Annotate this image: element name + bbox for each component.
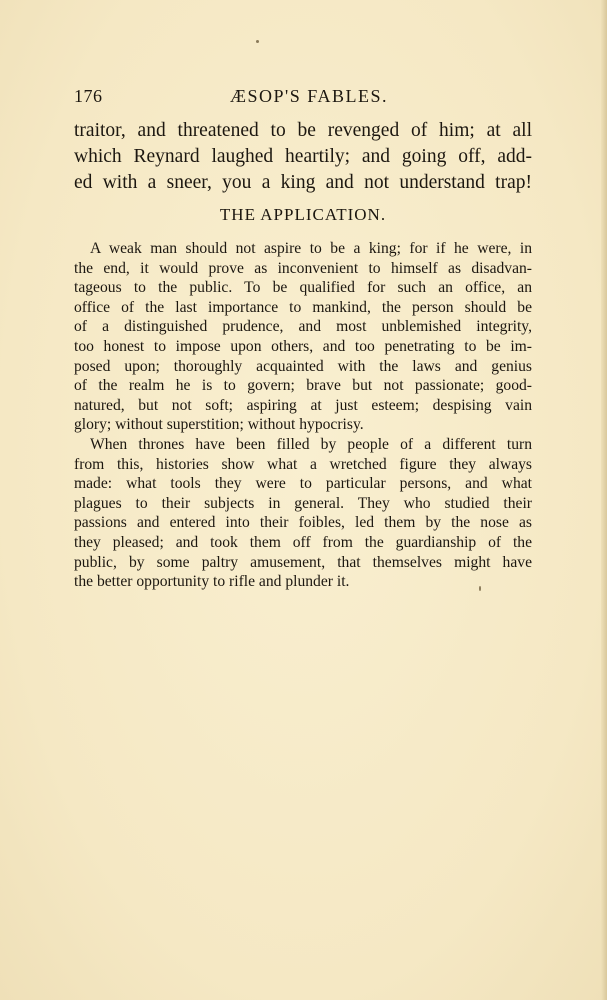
paper-speck <box>256 40 259 43</box>
page-edge <box>601 0 607 1000</box>
text-line: natured, but not soft; aspiring at just esteem; despising vain <box>74 396 532 414</box>
continued-fable-text <box>74 118 532 196</box>
text-line: glory; without superstition; without hypocrisy. <box>74 416 364 434</box>
paper-speck <box>479 586 481 591</box>
page-number: 176 <box>74 86 103 106</box>
text-line: the better opportunity to rifle and plunder it. <box>74 573 350 591</box>
text-line: from this, histories show what a wretched figure they always <box>74 455 532 473</box>
text-line: When thrones have been filled by people of a different turn <box>90 435 532 453</box>
text-line: plagues to their subjects in general. They who studied their <box>74 494 532 512</box>
text-line: of a distinguished prudence, and most unblemished integrity, <box>74 318 532 336</box>
text-line: posed upon; thoroughly acquainted with the laws and genius <box>74 357 532 375</box>
text-line: tageous to the public. To be qualified for such an office, an <box>74 279 532 297</box>
text-line: public, by some paltry amusement, that themselves might have <box>74 553 532 571</box>
application-text <box>74 239 532 592</box>
text-line: made: what tools they were to particular persons, and what <box>74 475 532 493</box>
text-line: of the realm he is to govern; brave but not passionate; good- <box>74 377 532 395</box>
text-line: A weak man should not aspire to be a king; for if he were, in <box>90 240 532 257</box>
text-line: which Reynard laughed heartily; and going off, add- <box>74 146 532 167</box>
text-line: too honest to impose upon others, and too penetrating to be im- <box>74 337 532 355</box>
running-title: ÆSOP'S FABLES. <box>230 86 388 106</box>
text-line: they pleased; and took them off from the guardianship of the <box>74 533 532 551</box>
page-header <box>74 86 532 110</box>
text-line: the end, it would prove as inconvenient to himself as disadvan- <box>74 259 532 277</box>
section-heading: THE APPLICATION. <box>219 205 387 224</box>
text-line: traitor, and threatened to be revenged of him; at all <box>74 120 532 141</box>
text-line: ed with a sneer, you a king and not understand trap! <box>74 172 532 193</box>
text-line: passions and entered into their foibles, led them by the nose as <box>74 514 532 532</box>
text-line: office of the last importance to mankind, the person should be <box>74 298 532 316</box>
